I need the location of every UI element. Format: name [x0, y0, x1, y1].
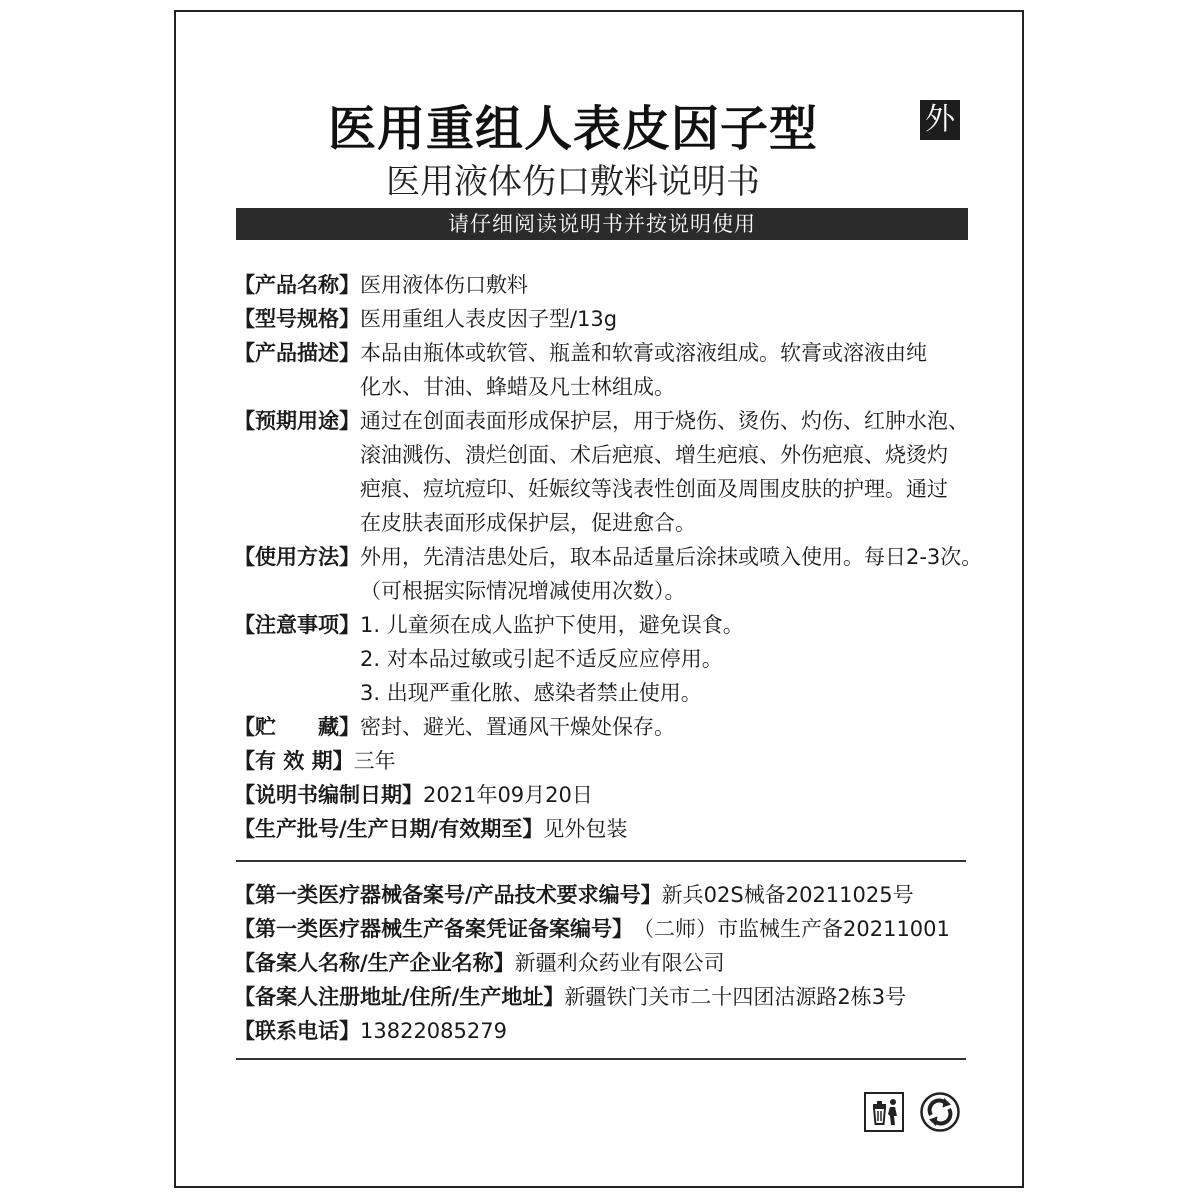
field-line: 密封、避光、置通风干燥处保存。 [360, 715, 675, 739]
registration-row [234, 1014, 994, 1048]
field-value [360, 302, 994, 336]
recycle-icon [920, 1092, 960, 1132]
page-subtitle: 医用液体伤口敷料说明书 [386, 162, 760, 202]
registration-label: 【第一类医疗器械生产备案凭证备案编号】 [234, 917, 633, 941]
registration-label: 【备案人名称/生产企业名称】 [234, 951, 515, 975]
registration-value: 13822085279 [360, 1019, 507, 1043]
page-title: 医用重组人表皮因子型 [327, 101, 818, 157]
field-row [234, 812, 994, 846]
instruction-sheet [174, 10, 1024, 1188]
registration-row [234, 878, 994, 912]
field-line: 1. 儿童须在成人监护下使用，避免误食。 [360, 613, 744, 637]
field-value [360, 608, 994, 710]
registration-row [234, 912, 994, 946]
field-label: 【预期用途】 [234, 409, 360, 433]
field-row [234, 268, 994, 302]
field-line: 化水、甘油、蜂蜡及凡士林组成。 [360, 375, 675, 399]
field-line: 医用液体伤口敷料 [360, 273, 528, 297]
field-line: 通过在创面表面形成保护层，用于烧伤、烫伤、灼伤、红肿水泡、 [360, 409, 969, 433]
field-line: 见外包装 [543, 817, 628, 841]
product-fields [234, 268, 994, 846]
field-line: 本品由瓶体或软管、瓶盖和软膏或溶液组成。软膏或溶液由纯 [360, 341, 927, 365]
field-value [360, 268, 994, 302]
divider [236, 860, 966, 862]
registration-row [234, 980, 994, 1014]
field-row [234, 540, 994, 608]
field-label: 【生产批号/生产日期/有效期至】 [234, 817, 544, 841]
field-row [234, 778, 994, 812]
divider [236, 1058, 966, 1060]
field-row [234, 336, 994, 404]
field-value [543, 812, 994, 846]
registration-label: 【备案人注册地址/住所/生产地址】 [234, 985, 565, 1009]
registration-value: 新兵02S械备20211025号 [661, 883, 914, 907]
field-value [360, 540, 994, 608]
field-row [234, 404, 994, 540]
registration-value: 新疆利众药业有限公司 [514, 951, 725, 975]
registration-row [234, 946, 994, 980]
field-label: 【产品名称】 [234, 273, 360, 297]
field-label: 【贮 藏】 [234, 715, 360, 739]
field-label: 【产品描述】 [234, 341, 360, 365]
field-line: （可根据实际情况增减使用次数）。 [360, 579, 686, 603]
field-line: 2021年09月20日 [423, 783, 593, 807]
field-row [234, 744, 994, 778]
field-value [354, 744, 994, 778]
trash-bin-icon [864, 1092, 904, 1132]
disposal-icons [864, 1092, 960, 1132]
field-label: 【注意事项】 [234, 613, 360, 637]
field-value [360, 404, 994, 540]
registration-value: （二师）市监械生产备20211001 [633, 917, 950, 941]
field-line: 在皮肤表面形成保护层，促进愈合。 [360, 511, 696, 535]
field-row [234, 608, 994, 710]
field-label: 【使用方法】 [234, 545, 360, 569]
registration-label: 【第一类医疗器械备案号/产品技术要求编号】 [234, 883, 662, 907]
field-label: 【有 效 期】 [234, 749, 354, 773]
field-line: 外用，先清洁患处后，取本品适量后涂抹或喷入使用。每日2-3次。 [360, 545, 983, 569]
notice-banner: 请仔细阅读说明书并按说明使用 [236, 208, 968, 240]
field-row [234, 302, 994, 336]
field-label: 【说明书编制日期】 [234, 783, 423, 807]
field-line: 疤痕、痘坑痘印、妊娠纹等浅表性创面及周围皮肤的护理。通过 [360, 477, 948, 501]
field-line: 3. 出现严重化脓、感染者禁止使用。 [360, 681, 702, 705]
field-value [360, 336, 994, 404]
field-line: 滚油溅伤、溃烂创面、术后疤痕、增生疤痕、外伤疤痕、烧烫灼 [360, 443, 948, 467]
registration-info [234, 878, 994, 1048]
field-line: 医用重组人表皮因子型/13g [360, 307, 618, 331]
field-value [423, 778, 994, 812]
registration-value: 新疆铁门关市二十四团沽源路2栋3号 [564, 985, 907, 1009]
field-value [360, 710, 994, 744]
field-row [234, 710, 994, 744]
field-line: 2. 对本品过敏或引起不适反应应停用。 [360, 647, 723, 671]
registration-label: 【联系电话】 [234, 1019, 360, 1043]
external-use-badge: 外 [920, 100, 960, 140]
field-label: 【型号规格】 [234, 307, 360, 331]
field-line: 三年 [353, 749, 396, 773]
